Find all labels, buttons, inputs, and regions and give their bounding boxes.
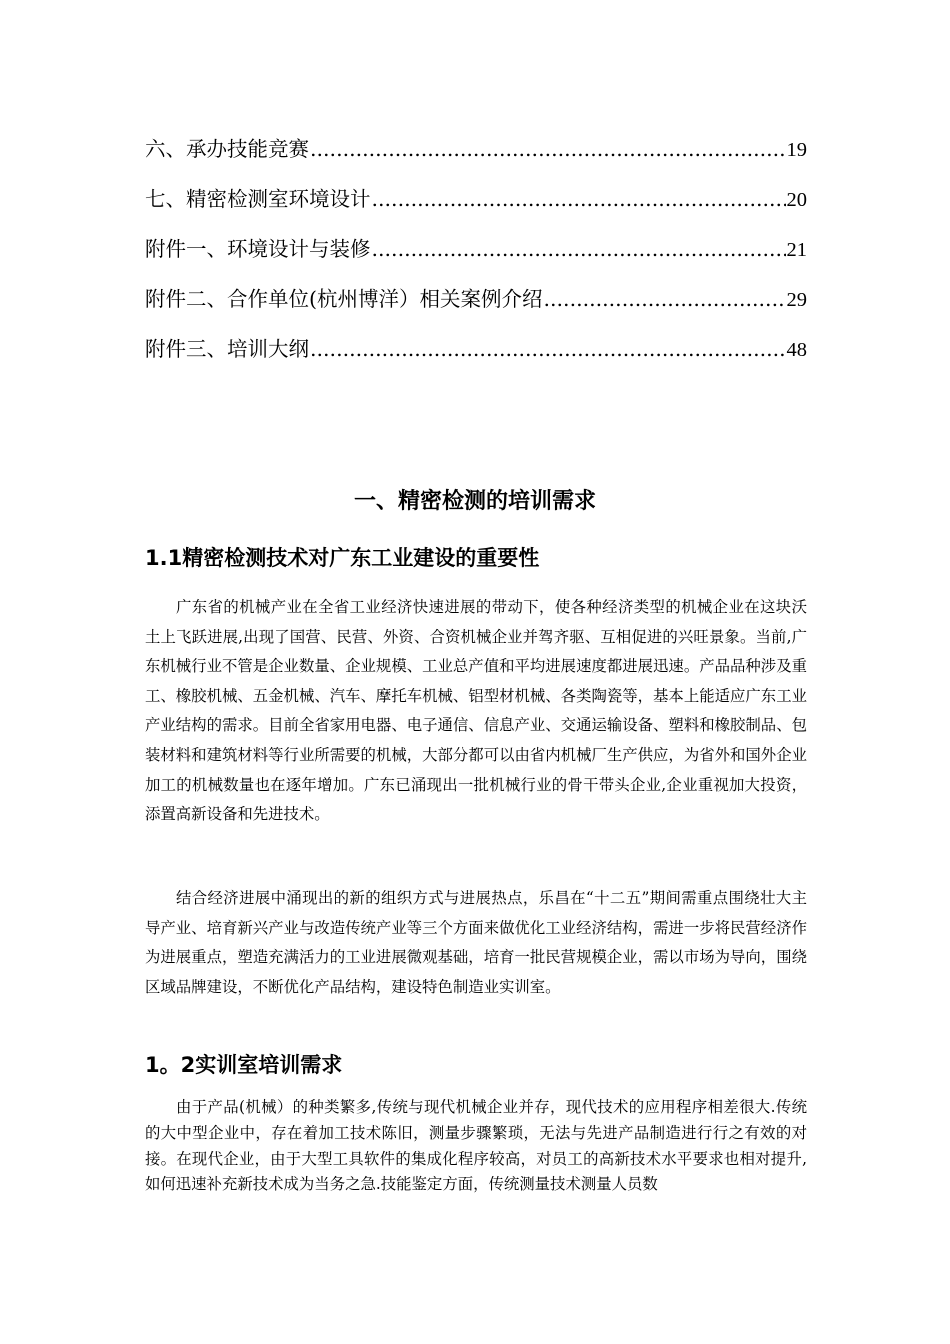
toc-dot-leader (310, 137, 786, 161)
toc-entry-title: 附件二、合作单位(杭州博洋）相关案例介绍 (145, 287, 543, 311)
toc-dot-leader (372, 187, 786, 211)
toc-entry-page: 29 (786, 289, 807, 311)
chapter-heading: 一、精密检测的培训需求 (353, 489, 596, 514)
toc-dot-leader (310, 337, 786, 361)
toc-entry-page: 21 (786, 239, 807, 261)
toc-entry-title: 附件三、培训大纲 (145, 337, 309, 361)
toc-entry-title: 附件一、环境设计与装修 (145, 237, 371, 261)
toc-entry[interactable] (145, 282, 807, 332)
toc-entry-page: 20 (786, 189, 807, 211)
toc-entry-title: 七、精密检测室环境设计 (145, 187, 371, 211)
toc-dot-leader (372, 237, 786, 261)
body-paragraph: 结合经济进展中涌现出的新的组织方式与进展热点，乐昌在“十二五”期间需重点围绕壮大主导产业、培育新兴产业与改造传统产业等三个方面来做优化工业经济结构，需进一步将民营经济作为进展重点，塑造充满活力的工业进展微观基础，培育一批民营规模企业，需以市场为导向，围绕区域品牌建设，不断优化产品结构，建设特色制造业实训室。 (145, 889, 807, 996)
toc-entry-page: 48 (786, 339, 807, 361)
toc-entry[interactable] (145, 182, 807, 232)
table-of-contents (145, 132, 807, 382)
toc-entry-page: 19 (786, 139, 807, 161)
section-heading-1-2: 1。2实训室培训需求 (145, 1053, 343, 1077)
body-paragraph: 由于产品(机械）的种类繁多,传统与现代机械企业并存，现代技术的应用程序相差很大.传统的大中型企业中，存在着加工技术陈旧，测量步骤繁琐，无法与先进产品制造进行行之有效的对接。在现代企业，由于大型工具软件的集成化程序较高，对员工的高新技术水平要求也相对提升,如何迅速补充新技术成为当务之急.技能鉴定方面，传统测量技术测量人员数 (145, 1098, 807, 1194)
toc-entry-title: 六、承办技能竞赛 (145, 137, 309, 161)
section-heading-1-1: 1.1精密检测技术对广东工业建设的重要性 (145, 546, 540, 570)
toc-entry[interactable] (145, 332, 807, 382)
toc-entry[interactable] (145, 232, 807, 282)
body-paragraph: 广东省的机械产业在全省工业经济快速进展的带动下，使各种经济类型的机械企业在这块沃土上飞跃进展,出现了国营、民营、外资、合资机械企业并驾齐驱、互相促进的兴旺景象。当前,广东机械行业不管是企业数量、企业规模、工业总产值和平均进展速度都进展迅速。产品品种涉及重工、橡胶机械、五金机械、汽车、摩托车机械、铝型材机械、各类陶瓷等，基本上能适应广东工业产业结构的需求。目前全省家用电器、电子通信、信息产业、交通运输设备、塑料和橡胶制品、包装材料和建筑材料等行业所需要的机械，大部分都可以由省内机械厂生产供应，为省外和国外企业加工的机械数量也在逐年增加。广东已涌现出一批机械行业的骨干带头企业,企业重视加大投资，添置高新设备和先进技术。 (145, 598, 807, 824)
toc-dot-leader (544, 287, 786, 311)
toc-entry[interactable] (145, 132, 807, 182)
